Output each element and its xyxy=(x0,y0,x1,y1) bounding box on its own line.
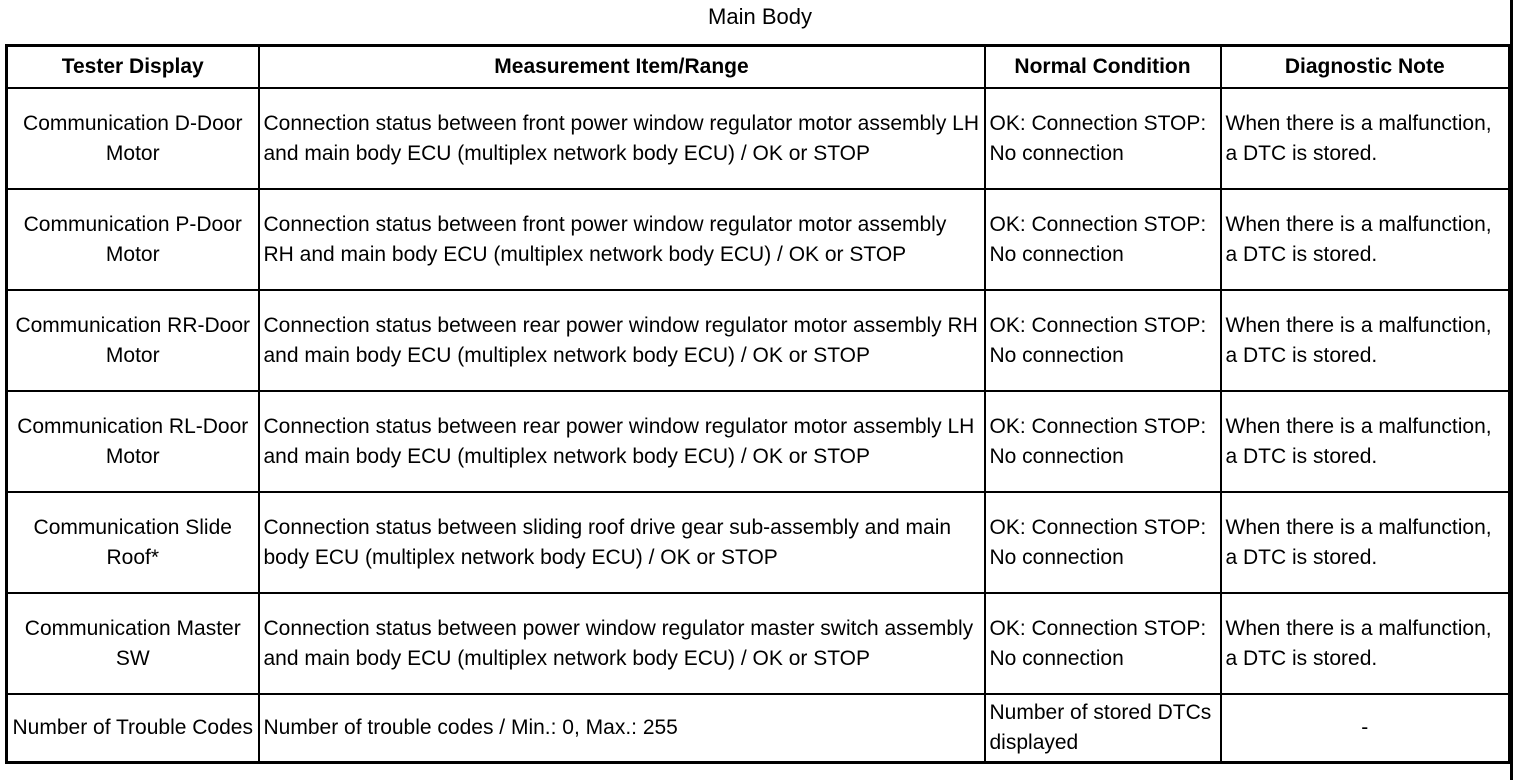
table-row xyxy=(7,391,1510,492)
normal-condition-cell: OK: Connection STOP: No connection xyxy=(985,189,1221,290)
tester-display-cell: Communication RR-Door Motor xyxy=(7,290,259,391)
table-row xyxy=(7,88,1510,189)
diagnostic-note-cell: - xyxy=(1221,694,1510,763)
tester-display-cell: Number of Trouble Codes xyxy=(7,694,259,763)
diagnostic-note-cell: When there is a malfunction, a DTC is stored. xyxy=(1221,290,1510,391)
normal-condition-cell: OK: Connection STOP: No connection xyxy=(985,391,1221,492)
tester-display-cell: Communication P-Door Motor xyxy=(7,189,259,290)
header-normal-condition: Normal Condition xyxy=(985,46,1221,89)
diagnostic-note-cell: When there is a malfunction, a DTC is stored. xyxy=(1221,593,1510,694)
diagnostic-note-cell: When there is a malfunction, a DTC is stored. xyxy=(1221,492,1510,593)
normal-condition-cell: OK: Connection STOP: No connection xyxy=(985,593,1221,694)
measurement-cell: Connection status between sliding roof drive gear sub-assembly and main body ECU (multiplex network body ECU) / OK or STOP xyxy=(259,492,985,593)
header-row xyxy=(7,46,1510,89)
tester-display-cell: Communication D-Door Motor xyxy=(7,88,259,189)
normal-condition-cell: OK: Connection STOP: No connection xyxy=(985,290,1221,391)
table-row xyxy=(7,189,1510,290)
measurement-cell: Connection status between front power window regulator motor assembly LH and main body ECU (multiplex network body ECU) / OK or STOP xyxy=(259,88,985,189)
diagnostic-note-cell: When there is a malfunction, a DTC is stored. xyxy=(1221,189,1510,290)
header-measurement-item: Measurement Item/Range xyxy=(259,46,985,89)
normal-condition-cell: OK: Connection STOP: No connection xyxy=(985,88,1221,189)
tester-display-cell: Communication RL-Door Motor xyxy=(7,391,259,492)
measurement-cell: Number of trouble codes / Min.: 0, Max.: 255 xyxy=(259,694,985,763)
diagnostic-note-cell: When there is a malfunction, a DTC is stored. xyxy=(1221,391,1510,492)
header-diagnostic-note: Diagnostic Note xyxy=(1221,46,1510,89)
tester-display-cell: Communication Slide Roof* xyxy=(7,492,259,593)
table-row xyxy=(7,290,1510,391)
table-caption: Main Body xyxy=(708,4,812,29)
table-row xyxy=(7,593,1510,694)
measurement-cell: Connection status between power window regulator master switch assembly and main body ECU (multiplex network body ECU) / OK or STOP xyxy=(259,593,985,694)
measurement-cell: Connection status between rear power window regulator motor assembly RH and main body ECU (multiplex network body ECU) / OK or STOP xyxy=(259,290,985,391)
header-tester-display: Tester Display xyxy=(7,46,259,89)
diagnostic-note-cell: When there is a malfunction, a DTC is stored. xyxy=(1221,88,1510,189)
normal-condition-cell: OK: Connection STOP: No connection xyxy=(985,492,1221,593)
data-list-table xyxy=(5,44,1511,764)
normal-condition-cell: Number of stored DTCs displayed xyxy=(985,694,1221,763)
measurement-cell: Connection status between front power window regulator motor assembly RH and main body ECU (multiplex network body ECU) / OK or STOP xyxy=(259,189,985,290)
table-row xyxy=(7,492,1510,593)
tester-display-cell: Communication Master SW xyxy=(7,593,259,694)
table-row xyxy=(7,694,1510,763)
measurement-cell: Connection status between rear power window regulator motor assembly LH and main body ECU (multiplex network body ECU) / OK or STOP xyxy=(259,391,985,492)
